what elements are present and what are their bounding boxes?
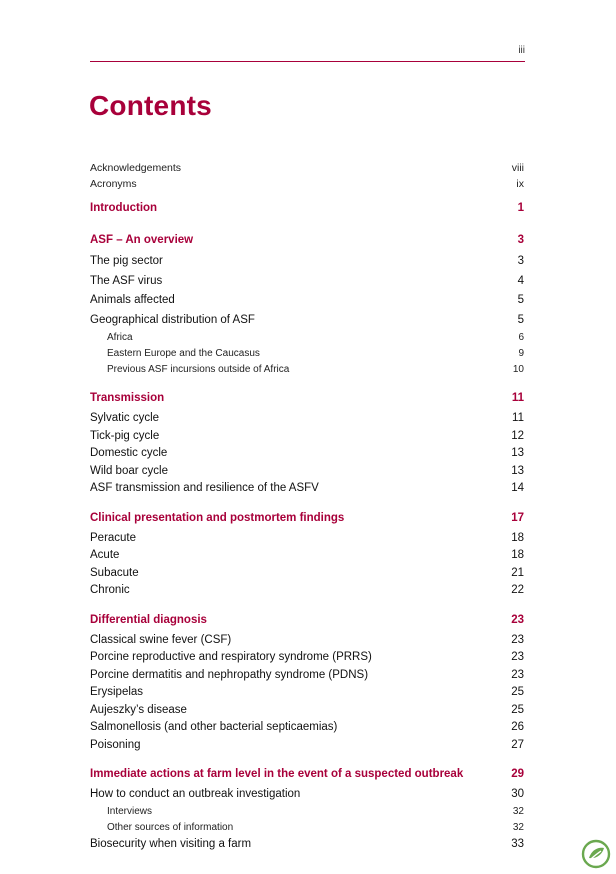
- toc-entry-label: How to conduct an outbreak investigation: [90, 788, 301, 800]
- toc-entry-label: ASF transmission and resilience of the ASFV: [90, 482, 319, 494]
- toc-entry-label: Geographical distribution of ASF: [90, 313, 255, 326]
- toc-entry[interactable]: [90, 291, 524, 311]
- toc-entry-label: Tick-pig cycle: [90, 429, 160, 442]
- toc-page-number: 23: [511, 613, 524, 626]
- toc-entry-label: Subacute: [90, 566, 139, 579]
- header-rule: [90, 61, 525, 62]
- toc-entry-label: Other sources of information: [107, 821, 234, 833]
- toc-page-number: 21: [511, 566, 524, 579]
- toc-entry-label: Acute: [90, 549, 120, 561]
- toc-entry-label: Previous ASF incursions outside of Africa: [107, 364, 290, 375]
- toc-page-number: 11: [512, 412, 524, 424]
- toc-entry-label: Porcine dermatitis and nephropathy syndrome (PDNS): [90, 668, 369, 681]
- toc-page-number: 23: [511, 633, 524, 646]
- toc-section-heading[interactable]: [90, 506, 524, 530]
- toc-entry[interactable]: [90, 684, 524, 702]
- toc-page-number: 14: [511, 482, 524, 494]
- toc-page-number: 6: [518, 332, 524, 343]
- toc-subentry[interactable]: [90, 804, 524, 820]
- section-gap: [90, 498, 524, 506]
- toc-page-number: 17: [511, 511, 524, 524]
- table-of-contents: [90, 160, 524, 853]
- toc-entry-label: Poisoning: [90, 738, 141, 751]
- toc-entry[interactable]: [90, 445, 524, 463]
- toc-entry[interactable]: [90, 667, 524, 685]
- toc-page-number: 26: [511, 721, 524, 733]
- toc-page-number: 5: [517, 313, 524, 326]
- toc-page-number: 32: [512, 821, 524, 833]
- toc-front-entry[interactable]: [90, 160, 524, 176]
- toc-entry-label: Transmission: [90, 392, 165, 404]
- toc-section-heading[interactable]: [90, 196, 524, 220]
- toc-entry[interactable]: [90, 480, 524, 498]
- toc-page-number: 27: [511, 738, 524, 751]
- toc-entry-label: Acknowledgements: [90, 162, 182, 174]
- toc-entry-label: Porcine reproductive and respiratory syndrome (PRRS): [90, 651, 372, 663]
- toc-subentry[interactable]: [90, 362, 524, 378]
- toc-entry[interactable]: [90, 565, 524, 583]
- toc-page-number: viii: [511, 162, 524, 174]
- toc-page-number: 18: [511, 531, 524, 544]
- toc-page-number: 29: [511, 768, 524, 780]
- toc-entry-label: Introduction: [90, 202, 158, 214]
- toc-section-heading[interactable]: [90, 762, 524, 786]
- page-title: Contents: [89, 90, 212, 121]
- toc-section-heading[interactable]: [90, 386, 524, 410]
- toc-entry-label: Animals affected: [90, 294, 175, 306]
- toc-entry-label: Interviews: [107, 805, 153, 817]
- toc-page-number: 23: [511, 668, 524, 681]
- section-gap: [90, 600, 524, 608]
- toc-entry-label: Clinical presentation and postmortem findings: [90, 511, 345, 524]
- toc-entry-label: Differential diagnosis: [90, 613, 207, 626]
- toc-section-heading[interactable]: [90, 608, 524, 632]
- toc-page-number: 3: [517, 234, 524, 246]
- toc-entry-label: Erysipelas: [90, 686, 144, 698]
- toc-section-heading[interactable]: [90, 228, 524, 252]
- section-gap: [90, 754, 524, 762]
- toc-page-number: 5: [517, 294, 524, 306]
- fao-leaf-logo-icon: [581, 839, 611, 869]
- toc-entry-label: Wild boar cycle: [90, 464, 168, 477]
- toc-entry-label: Africa: [107, 332, 133, 343]
- toc-entry-label: The ASF virus: [90, 274, 163, 287]
- toc-entry[interactable]: [90, 737, 524, 755]
- toc-entry[interactable]: [90, 311, 524, 331]
- toc-entry-label: Aujeszky’s disease: [90, 703, 187, 716]
- toc-page-number: 30: [511, 788, 524, 800]
- toc-page-number: 18: [511, 549, 524, 561]
- toc-page-number: ix: [516, 178, 524, 190]
- toc-subentry[interactable]: [90, 820, 524, 836]
- toc-entry[interactable]: [90, 410, 524, 428]
- toc-entry[interactable]: [90, 632, 524, 650]
- toc-page-number: 23: [511, 651, 524, 663]
- toc-entry[interactable]: [90, 719, 524, 737]
- toc-entry-label: Sylvatic cycle: [90, 412, 160, 424]
- toc-entry[interactable]: [90, 463, 524, 481]
- toc-entry[interactable]: [90, 428, 524, 446]
- toc-page-number: 25: [511, 686, 524, 698]
- toc-page-number: 13: [511, 447, 524, 459]
- toc-entry[interactable]: [90, 702, 524, 720]
- toc-entry-label: The pig sector: [90, 255, 163, 267]
- toc-page-number: 33: [511, 837, 524, 850]
- toc-entry[interactable]: [90, 836, 524, 854]
- toc-page-number: 13: [511, 464, 524, 477]
- section-gap: [90, 378, 524, 386]
- toc-entry[interactable]: [90, 786, 524, 804]
- toc-entry[interactable]: [90, 547, 524, 565]
- toc-entry-label: Acronyms: [90, 178, 137, 190]
- toc-page-number: 3: [517, 255, 524, 267]
- toc-entry-label: Peracute: [90, 531, 137, 544]
- toc-entry[interactable]: [90, 530, 524, 548]
- section-gap: [90, 220, 524, 228]
- toc-subentry[interactable]: [90, 346, 524, 362]
- toc-entry-label: Eastern Europe and the Caucasus: [107, 348, 260, 359]
- toc-page-number: 22: [511, 584, 524, 596]
- toc-entry-label: Domestic cycle: [90, 447, 168, 459]
- toc-page-number: 32: [512, 805, 524, 817]
- toc-page-number: 9: [518, 348, 524, 359]
- toc-page-number: 1: [517, 202, 524, 214]
- toc-page-number: 25: [511, 703, 524, 716]
- toc-page-number: 11: [511, 392, 524, 404]
- toc-entry-label: Classical swine fever (CSF): [90, 633, 232, 646]
- toc-entry-label: Chronic: [90, 584, 130, 596]
- toc-entry[interactable]: [90, 252, 524, 272]
- toc-entry-label: Biosecurity when visiting a farm: [90, 837, 252, 850]
- toc-entry-label: Immediate actions at farm level in the event of a suspected outbreak: [90, 768, 464, 780]
- toc-entry-label: Salmonellosis (and other bacterial septicaemias): [90, 721, 338, 733]
- toc-page-number: 10: [512, 364, 524, 375]
- toc-entry-label: ASF – An overview: [90, 234, 194, 246]
- page-number: iii: [518, 45, 525, 56]
- toc-page-number: 4: [517, 274, 524, 287]
- toc-entry[interactable]: [90, 582, 524, 600]
- toc-entry[interactable]: [90, 649, 524, 667]
- toc-front-entry[interactable]: [90, 176, 524, 192]
- toc-subentry[interactable]: [90, 330, 524, 346]
- toc-page-number: 12: [511, 429, 524, 442]
- toc-entry[interactable]: [90, 272, 524, 292]
